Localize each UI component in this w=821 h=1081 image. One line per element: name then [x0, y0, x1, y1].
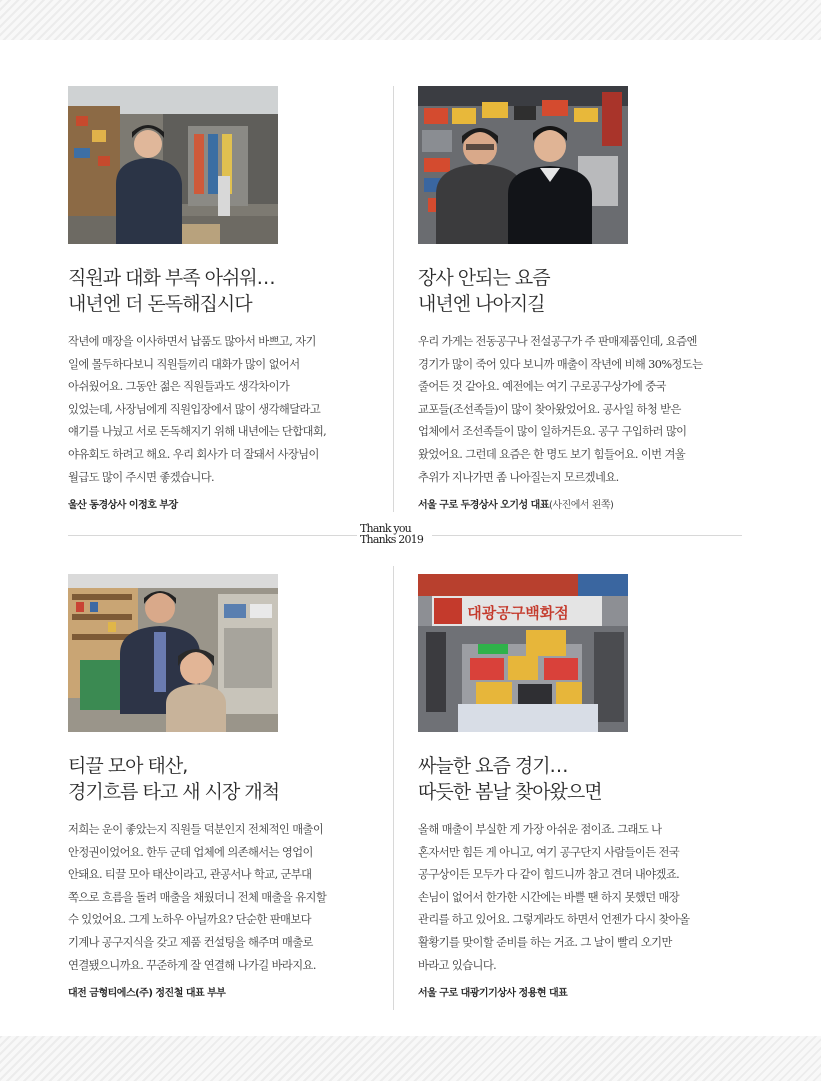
- credit-name: 대전 금형티에스(주) 정진철 대표 부부: [68, 988, 226, 1000]
- body-line: 관리를 하고 있어요. 그렇게라도 하면서 언젠가 다시 찾아올: [418, 913, 690, 927]
- card-title: [418, 753, 718, 805]
- interview-card-4: [418, 574, 718, 999]
- body-line: 아쉬웠어요. 그동안 젊은 직원들과도 생각차이가: [68, 380, 290, 394]
- body-line: 경기가 많이 죽어 있다 보니까 매출이 작년에 비해 30%정도는: [418, 357, 703, 371]
- title-line-1: 직원과 대화 부족 아쉬워…: [68, 267, 275, 289]
- title-line-2: 내년엔 나아지길: [418, 293, 545, 315]
- column-divider-top: [393, 86, 394, 512]
- body-line: 안정권이었어요. 한두 군데 업체에 의존해서는 영업이: [68, 845, 313, 859]
- title-line-1: 티끌 모아 태산,: [68, 755, 188, 777]
- card-title: [418, 265, 718, 317]
- title-line-2: 내년엔 더 돈독해집시다: [68, 293, 252, 315]
- credit-note: (사진에서 왼쪽): [549, 500, 614, 512]
- body-line: 줄어든 것 같아요. 예전에는 여기 구로공구상가에 중국: [418, 380, 666, 394]
- body-line: 올해 매출이 부실한 게 가장 아쉬운 점이죠. 그래도 나: [418, 823, 662, 836]
- body-line: 활황기를 맞이할 준비를 하는 거죠. 그 날이 빨리 오기만: [418, 935, 672, 949]
- photo-couple-shop: [68, 574, 278, 732]
- body-line: 기계나 공구지식을 갖고 제품 컨설팅을 해주며 매출로: [68, 935, 313, 949]
- card-body: [418, 819, 718, 977]
- photo-two-men-tools: [418, 86, 628, 244]
- credit-name: 서울 구로 대광기기상사 정용현 대표: [418, 988, 568, 1000]
- title-line-1: 싸늘한 요즘 경기…: [418, 755, 568, 777]
- body-line: 혼자서만 힘든 게 아니고, 여기 공구단지 사람들이든 전국: [418, 845, 680, 859]
- body-line: 얘기를 나눴고 서로 돈독해지기 위해 내년에는 단합대회,: [68, 425, 327, 439]
- card-title: [68, 265, 368, 317]
- body-line: 우리 가게는 전동공구나 전설공구가 주 판매제품인데, 요즘엔: [418, 335, 697, 348]
- body-line: 왔었어요. 그런데 요즘은 한 명도 보기 힘들어요. 이번 겨울: [418, 447, 686, 461]
- credit-name: 울산 동경상사 이정호 부장: [68, 500, 178, 512]
- title-line-1: 장사 안되는 요즘: [418, 267, 550, 289]
- row-divider-left: [68, 535, 357, 536]
- body-line: 월급도 많이 주시면 좋겠습니다.: [68, 470, 215, 484]
- body-line: 추위가 지나가면 좀 나아질는지 모르겠네요.: [418, 470, 619, 484]
- interview-card-1: [68, 86, 368, 511]
- interview-card-3: [68, 574, 368, 999]
- credit-line: [68, 984, 368, 999]
- body-line: 쪽으로 흐름을 돌려 매출을 채웠더니 전체 매출을 유지할: [68, 890, 327, 904]
- title-line-2: 경기흐름 타고 새 시장 개척: [68, 781, 280, 803]
- body-line: 일에 몰두하다보니 직원들끼리 대화가 많이 없어서: [68, 357, 300, 371]
- column-divider-bottom: [393, 566, 394, 1010]
- body-line: 수 있었어요. 그게 노하우 아닐까요? 단순한 판매보다: [68, 913, 311, 927]
- card-title: [68, 753, 368, 805]
- body-line: 업체에서 조선족들이 많이 일하거든요. 공구 구입하러 많이: [418, 425, 687, 439]
- card-body: [418, 331, 718, 489]
- body-line: 있었는데, 사장님에게 직원입장에서 많이 생각해달라고: [68, 402, 321, 416]
- body-line: 연결됐으니까요. 꾸준하게 잘 연결해 나가길 바라지요.: [68, 958, 316, 972]
- body-line: 손님이 없어서 한가한 시간에는 바쁠 땐 하지 못했던 매장: [418, 890, 680, 904]
- body-line: 저희는 운이 좋았는지 직원들 덕분인지 전체적인 매출이: [68, 823, 324, 836]
- body-line: 작년에 매장을 이사하면서 납품도 많아서 바쁘고, 자기: [68, 335, 316, 348]
- body-line: 바라고 있습니다.: [418, 958, 497, 972]
- top-stripe-band: [0, 0, 821, 40]
- credit-line: [418, 496, 718, 511]
- photo-store-employee: [68, 86, 278, 244]
- row-divider-right: [432, 535, 742, 536]
- title-line-2: 따듯한 봄날 찾아왔으면: [418, 781, 602, 803]
- body-line: 교포들(조선족들)이 많이 찾아왔었어요. 공사일 하청 받은: [418, 402, 681, 416]
- body-line: 안돼요. 티끌 모아 태산이라고, 관공서나 학교, 군부대: [68, 868, 312, 882]
- body-line: 공구상이든 모두가 다 같이 힘드니까 참고 견뎌 내야겠죠.: [418, 868, 680, 882]
- card-body: [68, 819, 368, 977]
- thanks-line2: Thanks 2019: [360, 533, 424, 546]
- body-line: 야유회도 하려고 해요. 우리 회사가 더 잘돼서 사장님이: [68, 447, 319, 461]
- bottom-stripe-band: [0, 1036, 821, 1081]
- credit-name: 서울 구로 두경상사 오기성 대표: [418, 500, 550, 512]
- credit-line: [68, 496, 368, 511]
- interview-card-2: [418, 86, 718, 511]
- storefront-sign-text: 대광공구백화점: [467, 604, 569, 622]
- thanks-line1: Thank you: [360, 522, 411, 535]
- thanks-2019-mark: [360, 523, 430, 545]
- credit-line: [418, 984, 718, 999]
- card-body: [68, 331, 368, 489]
- photo-storefront: [418, 574, 628, 732]
